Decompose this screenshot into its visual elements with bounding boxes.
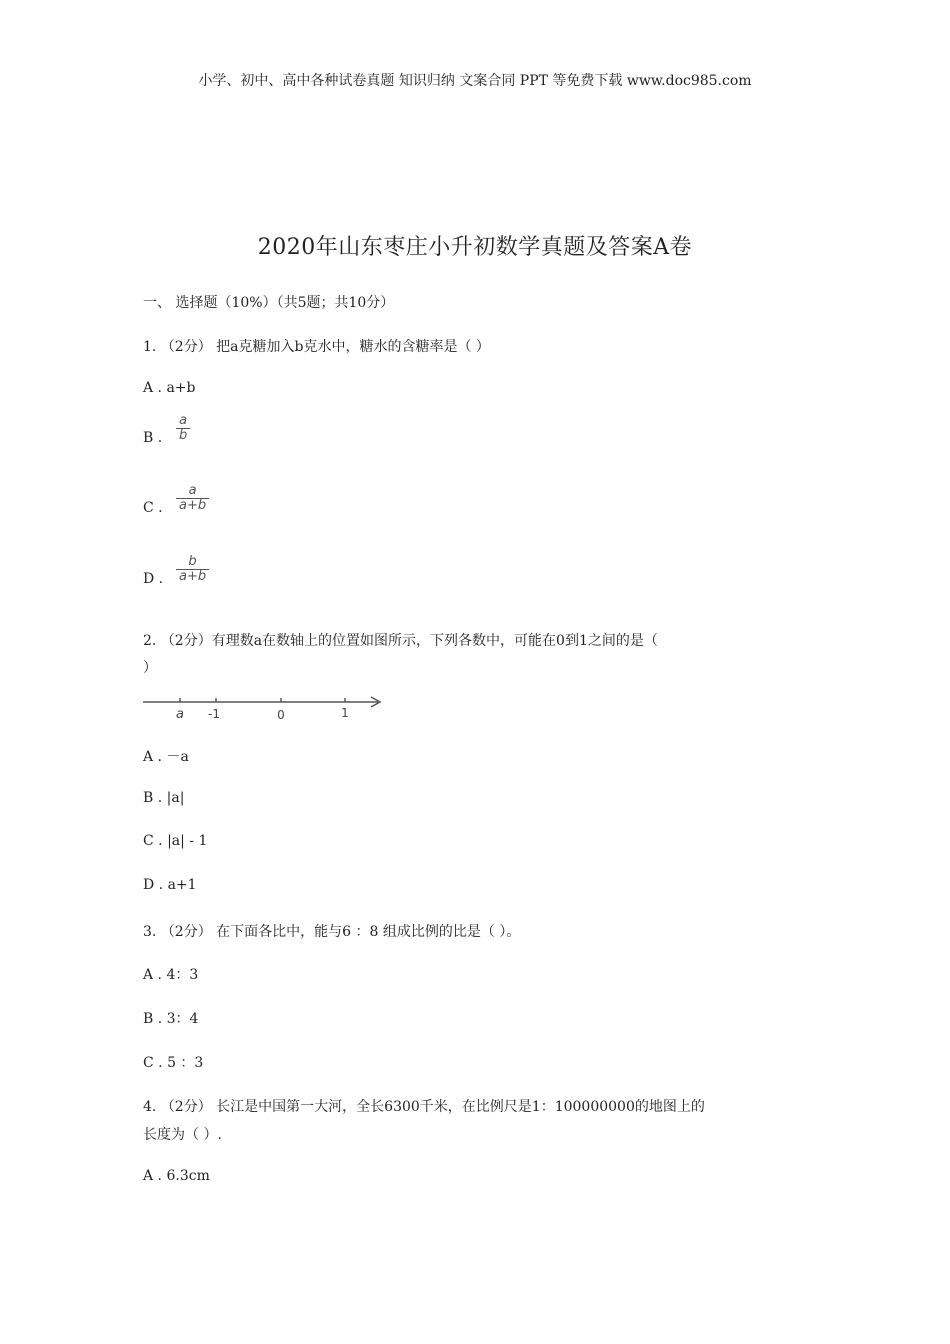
question-2-stem-line-1: 2. （2分）有理数a在数轴上的位置如图所示，下列各数中，可能在0到1之间的是（ (143, 633, 658, 649)
question-2-option-b: B . |a| (143, 790, 185, 806)
question-3-stem: 3. （2分） 在下面各比中，能与6 ：8 组成比例的比是（ ）。 (143, 924, 521, 940)
site-header: 小学、初中、高中各种试卷真题 知识归纳 文案合同 PPT 等免费下载 www.doc985.com (198, 73, 752, 89)
tick-label-0: 0 (277, 708, 285, 722)
tick-label-minus-1: -1 (208, 707, 220, 721)
number-line-figure (140, 690, 390, 726)
question-2-option-d: D . a+1 (143, 877, 197, 893)
question-1-option-c-label: C . (143, 500, 163, 516)
question-1-stem: 1. （2分） 把a克糖加入b克水中，糖水的含糖率是（ ） (143, 339, 490, 355)
question-1-option-d-label: D . (143, 571, 164, 587)
fraction-denominator: b (179, 428, 188, 443)
question-2-option-c: C . |a| - 1 (143, 833, 208, 849)
question-1-option-a: A . a+b (143, 380, 196, 396)
page-title: 2020年山东枣庄小升初数学真题及答案A卷 (257, 235, 693, 260)
tick-label-1: 1 (341, 706, 349, 720)
question-1-option-c-fraction (176, 484, 209, 513)
question-4-stem-line-2: 长度为（ ）. (143, 1127, 222, 1143)
question-1-option-d-fraction (176, 555, 209, 584)
fraction-numerator: b (188, 554, 197, 569)
question-4-option-a: A . 6.3cm (143, 1168, 210, 1184)
fraction-denominator: a+b (179, 569, 207, 584)
question-3-option-c: C . 5 ：3 (143, 1055, 204, 1071)
tick-label-a: a (176, 707, 184, 722)
question-1-option-b-label: B . (143, 430, 163, 446)
question-2-option-a: A . －a (143, 749, 189, 765)
section-heading: 一、 选择题（10%）（共5题；共10分） (143, 295, 395, 311)
question-1-option-b-fraction (176, 414, 190, 443)
fraction-numerator: a (179, 413, 188, 428)
fraction-numerator: a (188, 483, 197, 498)
question-4-stem-line-1: 4. （2分） 长江是中国第一大河，全长6300千米，在比例尺是1：100000000的地图上的 (143, 1099, 705, 1115)
question-2-stem-line-2: ） (143, 660, 157, 676)
question-3-option-a: A . 4：3 (143, 967, 199, 983)
question-3-option-b: B . 3：4 (143, 1011, 199, 1027)
fraction-denominator: a+b (179, 498, 207, 513)
